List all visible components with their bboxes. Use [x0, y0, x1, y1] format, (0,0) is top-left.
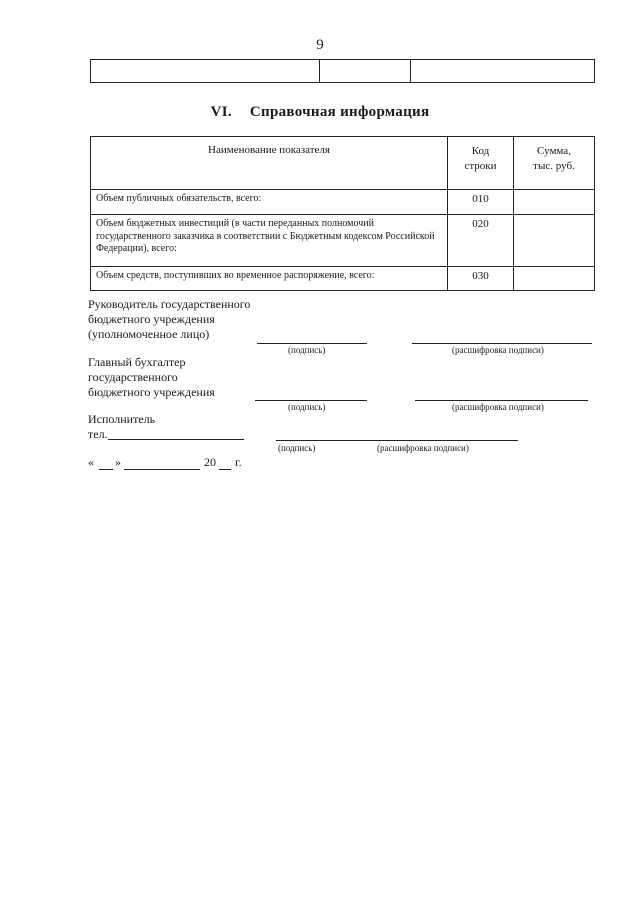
header-sum	[514, 137, 595, 190]
header-sum-line1: Сумма,	[537, 145, 571, 157]
table-row	[91, 267, 595, 291]
continuation-cell	[320, 60, 411, 83]
accountant-signature-line[interactable]	[255, 400, 367, 401]
header-name: Наименование показателя	[91, 137, 448, 190]
executor-sign-caption: (подпись)	[278, 443, 316, 453]
section-title	[0, 104, 640, 121]
row-name: Объем публичных обязательств, всего:	[91, 190, 448, 215]
table-header-row	[91, 137, 595, 190]
executor-signature-line[interactable]	[276, 440, 518, 441]
date-year-suffix: г.	[235, 455, 242, 469]
row-name: Объем средств, поступивших во временное распоряжение, всего:	[91, 267, 448, 291]
reference-info-table	[90, 136, 595, 291]
head-signature-line[interactable]	[257, 343, 367, 344]
row-code: 020	[448, 215, 514, 267]
table-row	[91, 215, 595, 267]
header-code	[448, 137, 514, 190]
date-year-prefix: 20	[204, 455, 216, 469]
head-label-line: (уполномоченное лицо)	[88, 327, 210, 341]
accountant-sign-caption: (подпись)	[288, 402, 326, 412]
header-code-line2: строки	[464, 160, 497, 172]
date-day-line[interactable]	[99, 469, 113, 470]
section-number: VI.	[210, 104, 232, 120]
accountant-label-line: Главный бухгалтер	[88, 355, 186, 369]
accountant-label-line: бюджетного учреждения	[88, 385, 215, 399]
row-name: Объем бюджетных инвестиций (в части переданных полномочий государственного заказчика в соответствии с Бюджетным кодексом Российской Федерации), всего:	[91, 215, 448, 267]
row-code: 010	[448, 190, 514, 215]
date-close-quote: »	[115, 455, 121, 469]
phone-label: тел.	[88, 427, 108, 441]
continuation-cell	[411, 60, 595, 83]
head-label-line: бюджетного учреждения	[88, 312, 215, 326]
accountant-decode-line[interactable]	[415, 400, 588, 401]
executor-label: Исполнитель	[88, 412, 156, 426]
header-code-line1: Код	[471, 145, 490, 157]
accountant-label-line: государственного	[88, 370, 178, 384]
date-open-quote: «	[88, 455, 94, 469]
row-sum	[514, 215, 595, 267]
page-number: 9	[316, 37, 324, 53]
row-sum	[514, 267, 595, 291]
date-month-line[interactable]	[124, 469, 200, 470]
head-decode-line[interactable]	[412, 343, 592, 344]
accountant-signature-label	[88, 355, 215, 400]
head-decode-caption: (расшифровка подписи)	[452, 345, 544, 355]
phone-line[interactable]	[108, 439, 244, 440]
row-code: 030	[448, 267, 514, 291]
row-sum	[514, 190, 595, 215]
section-heading: Справочная информация	[249, 104, 430, 120]
continuation-cell	[91, 60, 320, 83]
head-label-line: Руководитель государственного	[88, 297, 251, 311]
executor-decode-caption: (расшифровка подписи)	[377, 443, 469, 453]
date-year-line[interactable]	[219, 469, 231, 470]
head-sign-caption: (подпись)	[288, 345, 326, 355]
accountant-decode-caption: (расшифровка подписи)	[452, 402, 544, 412]
continuation-table	[90, 59, 595, 83]
table-row	[91, 190, 595, 215]
header-sum-line2: тыс. руб.	[533, 160, 575, 172]
head-signature-label	[88, 297, 250, 342]
